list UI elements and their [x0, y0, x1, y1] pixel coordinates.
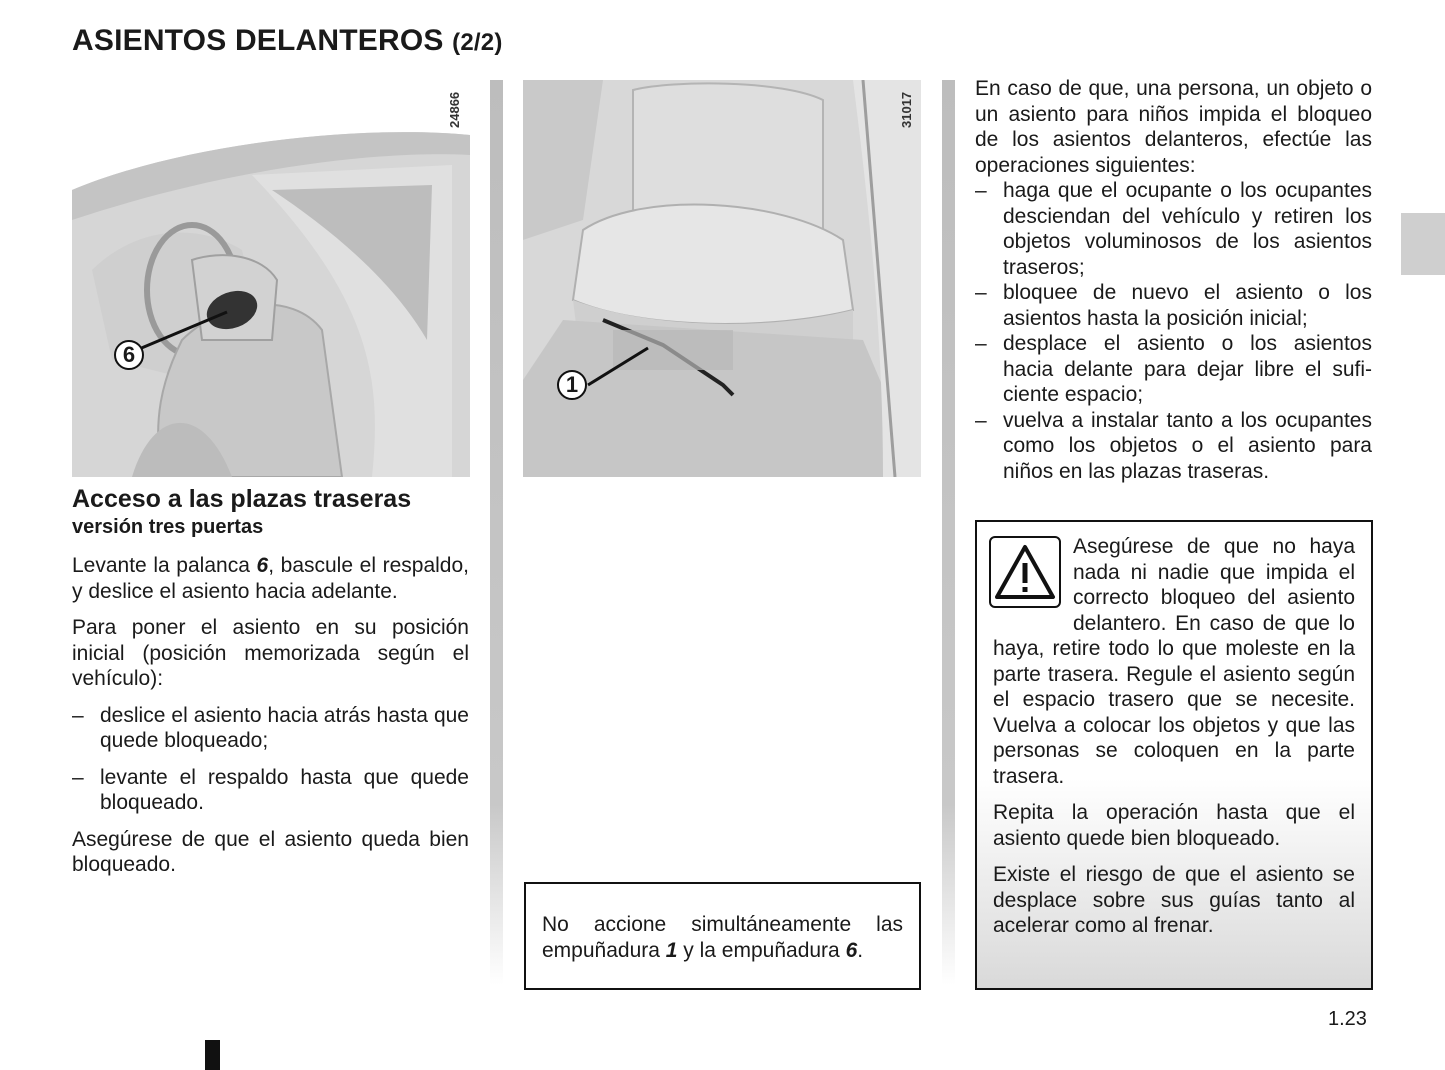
paragraph-check-lock: Asegúrese de que el asiento queda bien bloqueado.	[72, 827, 469, 876]
figure-seat-rail-handle	[523, 80, 921, 477]
page-title	[72, 24, 503, 58]
note-text-c: y la empuñadura	[677, 938, 846, 962]
warning-paragraph-1: Asegúrese de que no haya nada ni nadie que impida el correcto bloqueo del asiento delantero. En caso de que lo haya, retire todo lo que moleste en la parte trasera. Regule el asiento según el espacio trasero que se necesite. Vuelva a colocar los objetos y que las personas se coloquen en la parte trasera.	[993, 535, 1355, 788]
warning-paragraph-2: Repita la operación hasta que el asiento quede bien bloqueado.	[993, 801, 1355, 850]
list-item: – levante el respaldo hasta que quede bloqueado.	[72, 765, 469, 816]
right-column-text	[975, 76, 1372, 484]
warning-paragraph-3: Existe el riesgo de que el asiento se desplace sobre sus guías tanto al acelerar como al frenar.	[993, 863, 1355, 937]
paragraph-initial-position: Para poner el asiento en su posición inicial (posición memorizada según el vehículo):	[72, 616, 469, 690]
section-heading: Acceso a las plazas traseras	[72, 485, 412, 513]
seat-illustration	[523, 80, 921, 477]
print-marker	[205, 1040, 220, 1070]
intro-paragraph: En caso de que, una persona, un objeto o un asiento para niños impida el bloqueo de los asientos delanteros, efectúe las operaciones siguientes:	[975, 77, 1372, 177]
section-subheading: versión tres puertas	[72, 516, 264, 538]
page-number: 1.23	[1328, 1008, 1367, 1030]
note-text-e: .	[857, 938, 864, 962]
callout-lever-6: 6	[114, 340, 144, 370]
list-item: – haga que el ocupante o los ocupantes desciendan del vehículo y retiren los objetos voluminosos de los asientos traseros;	[975, 178, 1372, 280]
list-item: – desplace el asiento o los asientos hacia delante para dejar libre el suficiente espacio;	[975, 331, 1372, 408]
note-text-a: No accione simultáneamente las empuñadura	[542, 913, 903, 962]
list-item: – bloquee de nuevo el asiento o los asientos hasta la posición inicial;	[975, 280, 1372, 331]
left-column-text	[72, 485, 469, 878]
car-interior-illustration	[72, 80, 470, 477]
section-tab-marker	[1401, 213, 1445, 275]
warning-box	[975, 520, 1373, 990]
note-handle-ref: 1	[665, 938, 678, 962]
page-title-suffix: (2/2)	[452, 29, 503, 56]
page-title-text: ASIENTOS DELANTEROS	[72, 24, 444, 57]
figure-code-left: 24866	[447, 91, 462, 128]
p1-text-c: , bascule el respaldo, y deslice el asiento hacia adelante.	[72, 554, 469, 603]
p1-text-a: Levante la palanca	[72, 554, 257, 577]
list-item: – deslice el asiento hacia atrás hasta que quede bloqueado;	[72, 703, 469, 754]
paragraph-lever	[72, 553, 469, 604]
list-item: – vuelva a instalar tanto a los ocupantes como los objetos o el asiento para niños en las plazas traseras.	[975, 408, 1372, 485]
callout-handle-1: 1	[557, 370, 587, 400]
column-divider-left	[490, 80, 503, 985]
note-box	[524, 882, 921, 990]
warning-triangle-icon	[989, 536, 1061, 608]
figure-code-middle: 31017	[899, 91, 914, 128]
note-lever-ref: 6	[845, 938, 858, 962]
p1-lever-ref: 6	[256, 554, 269, 577]
column-divider-right	[942, 80, 955, 985]
figure-car-door-seat	[72, 80, 470, 477]
